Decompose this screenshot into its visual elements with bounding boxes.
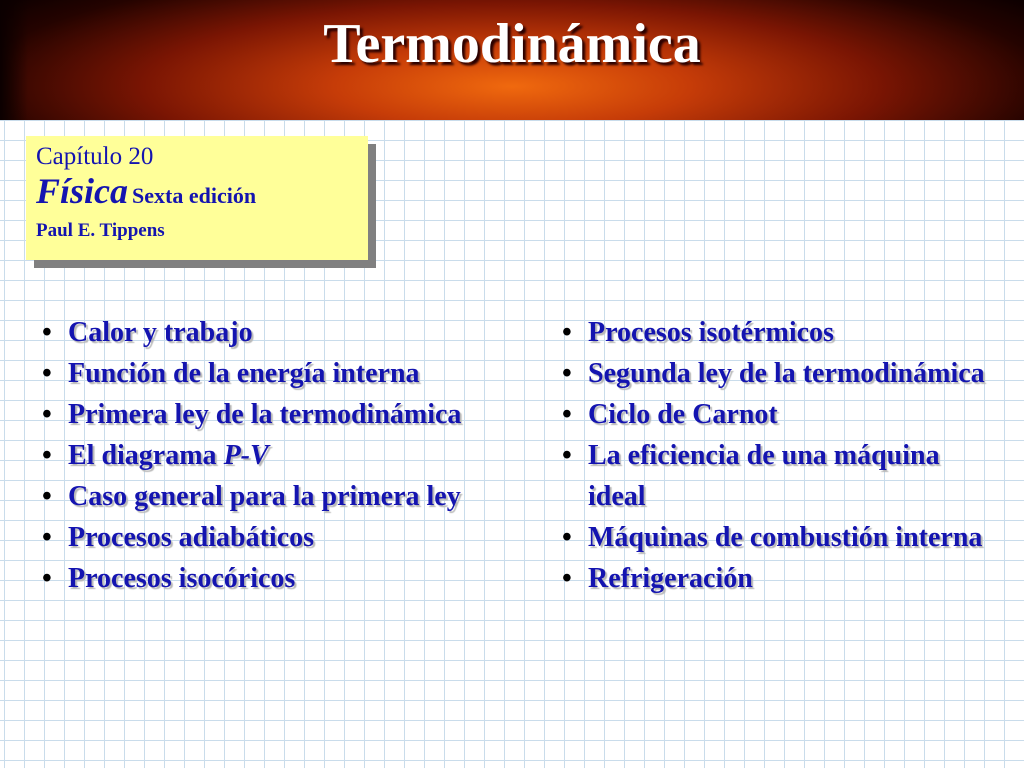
list-item-text: Máquinas de combustión interna <box>588 522 983 553</box>
bullet-icon: • <box>562 399 572 430</box>
bullet-icon: • <box>562 563 572 594</box>
author-name: Paul E. Tippens <box>36 220 165 241</box>
book-line <box>36 172 358 218</box>
list-item <box>36 476 516 517</box>
list-item-text: Función de la energía interna <box>68 358 420 389</box>
bullet-icon: • <box>562 522 572 553</box>
list-item-text: La eficiencia de una máquina ideal <box>588 440 940 512</box>
list-item-text: Primera ley de la termodinámica <box>68 399 462 430</box>
pv-label: P-V <box>223 440 269 471</box>
book-info-box <box>26 136 368 260</box>
bullet-icon: • <box>42 317 52 348</box>
bullet-icon: • <box>42 358 52 389</box>
list-item <box>556 312 996 353</box>
list-item <box>556 394 996 435</box>
list-item-text: Procesos isocóricos <box>68 563 296 594</box>
list-item <box>556 353 996 394</box>
topic-list-right <box>556 312 996 599</box>
bullet-icon: • <box>42 563 52 594</box>
list-item <box>36 517 516 558</box>
list-item <box>36 435 516 476</box>
list-item-text: Procesos isotérmicos <box>588 317 834 348</box>
list-item-text: El diagrama <box>68 440 224 471</box>
list-item-text: Refrigeración <box>588 563 753 594</box>
list-item-text: Caso general para la primera ley <box>68 481 461 512</box>
list-item <box>556 435 996 517</box>
bullet-icon: • <box>562 317 572 348</box>
edition-label: Sexta edición <box>132 183 257 208</box>
list-item-text: Segunda ley de la termodinámica <box>588 358 985 389</box>
chapter-label: Capítulo 20 <box>36 143 154 170</box>
list-item <box>556 558 996 599</box>
list-item <box>36 312 516 353</box>
title-banner <box>0 0 1024 120</box>
bullet-icon: • <box>42 481 52 512</box>
list-item-text: Ciclo de Carnot <box>588 399 778 430</box>
list-item <box>36 353 516 394</box>
bullet-icon: • <box>562 440 572 471</box>
bullet-icon: • <box>42 440 52 471</box>
list-item-text: Calor y trabajo <box>68 317 253 348</box>
list-item <box>36 394 516 435</box>
list-item-text: Procesos adiabáticos <box>68 522 315 553</box>
bullet-icon: • <box>42 399 52 430</box>
bullet-icon: • <box>42 522 52 553</box>
list-item <box>556 517 996 558</box>
book-title: Física <box>36 171 129 211</box>
topic-list-left <box>36 312 516 599</box>
bullet-icon: • <box>562 358 572 389</box>
list-item <box>36 558 516 599</box>
slide-title: Termodinámica <box>323 13 701 75</box>
